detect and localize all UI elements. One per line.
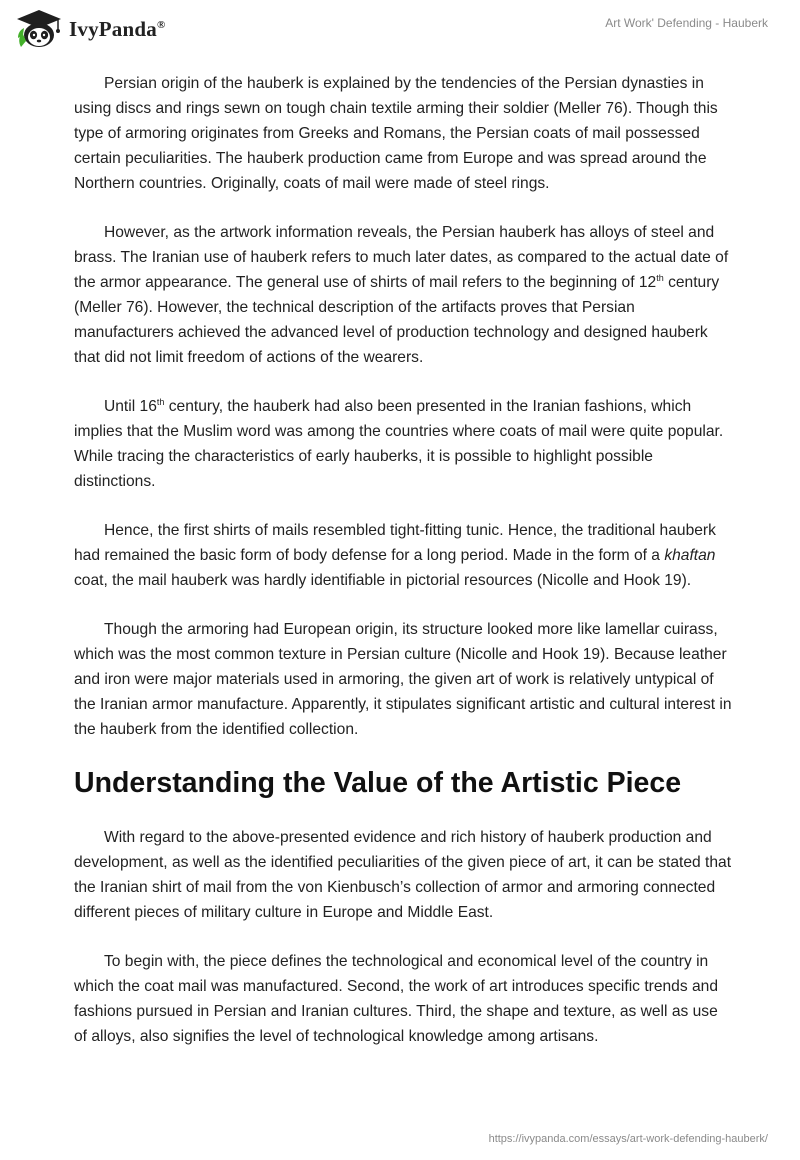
paragraph-2: However, as the artwork information reveals, the Persian hauberk has alloys of steel and brass. The Iranian use of hauberk refers to much later dates, as compared to the actual date of the armor appearance. The general use of shirts of mail refers to the beginning of 12th century (Meller 76). However, the technical description of the artifacts proves that Persian manufacturers achieved the advanced level of production technology and designed hauberk that did not limit freedom of actions of the wearers. — [74, 224, 729, 366]
paragraph-6: With regard to the above-presented evidence and rich history of hauberk production and development, as well as the identified peculiarities of the given piece of art, it can be stated that the Iranian shirt of mail from the von Kienbusch’s collection of armor and armoring connected different pieces of military culture in Europe and Middle East. — [74, 829, 732, 921]
paragraph-4: Hence, the first shirts of mails resembled tight-fitting tunic. Hence, the traditional hauberk had remained the basic form of body defense for a long period. Made in the form of a khaftan coat, the mail hauberk was hardly identifiable in pictorial resources (Nicolle and Hook 19). — [74, 522, 716, 589]
paragraph-7: To begin with, the piece defines the technological and economical level of the country in which the coat mail was manufactured. Second, the work of art introduces specific trends and fashions pursued in Persian and Iranian cultures. Third, the shape and texture, as well as use of alloys, also signifies the level of technological knowledge among artisans. — [74, 953, 719, 1045]
brand-name: IvyPanda® — [69, 16, 166, 41]
paragraph-1: Persian origin of the hauberk is explained by the tendencies of the Persian dynasties in using discs and rings sewn on tough chain textile arming their soldier (Meller 76). Though this type of armoring originates from Greeks and Romans, the Persian coats of mail possessed certain peculiarities. The hauberk production came from Europe and was spread around the Northern countries. Originally, coats of mail were made of steel rings. — [74, 75, 718, 192]
paragraph-5: Though the armoring had European origin, its structure looked more like lamellar cuirass, which was the most common texture in Persian culture (Nicolle and Hook 19). Because leather and iron were major materials used in armoring, the given art of work is relatively untypical of the Iranian armor manufacture. Apparently, it stipulates significant artistic and cultural interest in the hauberk from the identified collection. — [74, 621, 732, 738]
paragraph-3: Until 16th century, the hauberk had also been presented in the Iranian fashions, which implies that the Muslim word was among the countries where coats of mail were quite popular. While tracing the characteristics of early hauberks, it is possible to highlight possible distinctions. — [74, 396, 724, 490]
section-heading: Understanding the Value of the Artistic Piece — [74, 767, 682, 799]
page-header-title: Art Work' Defending - Hauberk — [605, 16, 768, 30]
panda-graduate-icon — [14, 8, 64, 50]
ivypanda-logo[interactable] — [14, 8, 165, 50]
article-body — [74, 71, 734, 1073]
source-url[interactable]: https://ivypanda.com/essays/art-work-defending-hauberk/ — [488, 1133, 768, 1145]
